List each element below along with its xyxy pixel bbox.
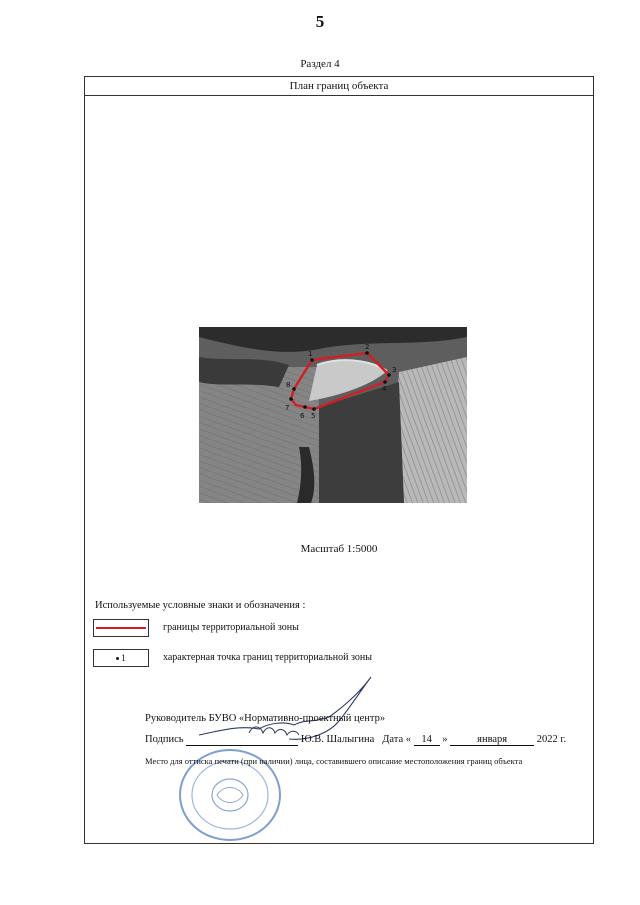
aerial-map [199,327,467,503]
date-label: Дата « [382,734,412,745]
map-point-label: 7 [285,404,290,412]
legend-title: Используемые условные знаки и обозначения : [95,600,306,611]
map-point-label: 8 [286,381,291,389]
date-month: января [450,734,534,746]
signer-name: Ю.В. Шалыгина [300,734,375,745]
date-year: 2022 г. [536,734,567,745]
page-number: 5 [315,12,325,31]
date-day: 14 [414,734,440,746]
legend-line-symbol [93,619,149,637]
legend-point-symbol [93,649,149,667]
map-point-label: 6 [300,412,305,420]
map-point-label: 3 [392,366,397,374]
date-quote-close: » [442,734,448,745]
stamp-note: Место для оттиска печати (при наличии) лица, составившего описание местоположения границ объекта [145,756,523,766]
map-point-label: 2 [365,343,370,351]
scale-text: Масштаб 1:5000 [300,543,378,555]
signoff-date-line [145,734,566,746]
legend-point-label: характерная точка границ территориальной зоны [163,652,372,663]
legend-point-number: 1 [121,653,126,663]
plan-title: План границ объекта [85,77,593,96]
point-dot-icon [116,657,119,660]
legend-line-label: границы территориальной зоны [163,622,299,633]
map-point-label: 1 [308,350,313,358]
map-point-label: 4 [382,385,387,393]
plan-frame [84,76,594,844]
map-point-label: 5 [311,412,316,420]
sign-label: Подпись [145,734,184,745]
section-label: Раздел 4 [300,58,340,70]
signoff-org-line: Руководитель БУВО «Нормативно-проектный центр» [145,713,386,724]
signature-blank [186,734,298,746]
